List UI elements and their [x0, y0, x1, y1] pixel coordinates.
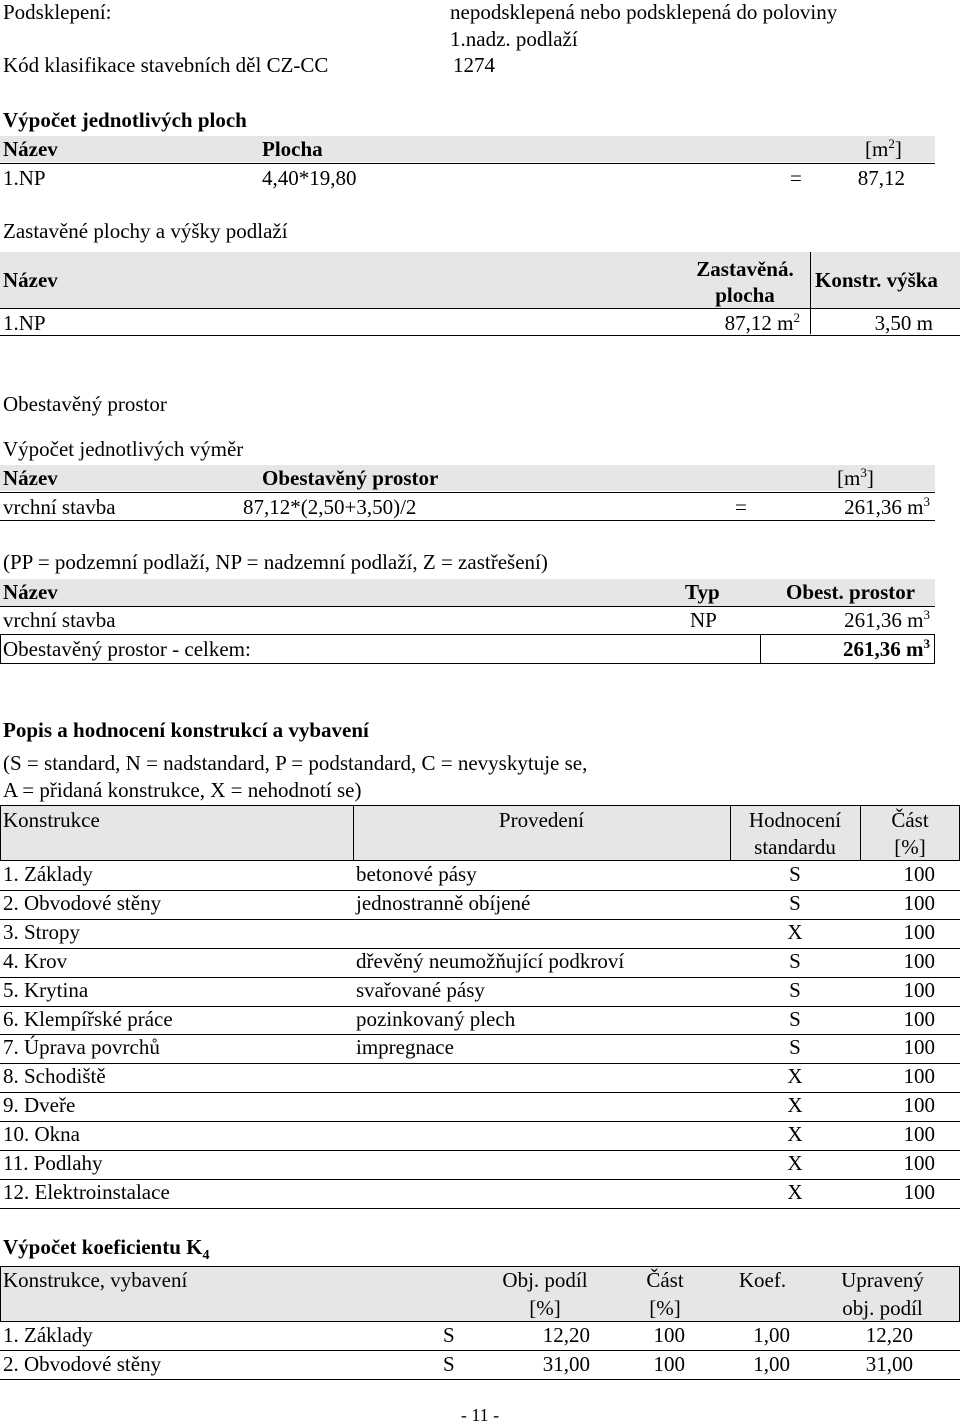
- areas-header-bg: [0, 136, 935, 162]
- table-row-rating: S: [789, 1035, 801, 1059]
- table-row-rating: X: [787, 1151, 803, 1175]
- table-row-construction: 3. Stropy: [3, 920, 81, 944]
- table-row-rating: X: [787, 1180, 803, 1204]
- built-col-area-line2: plocha: [715, 283, 775, 307]
- table-row-rating: X: [787, 1122, 803, 1146]
- summary-total-label: Obestavěný prostor - celkem:: [3, 637, 251, 661]
- k4-row-rating: S: [443, 1352, 455, 1376]
- k4-row-share: 100: [653, 1352, 685, 1376]
- k4-title: Výpočet koeficientu $K_4$: [3, 1235, 210, 1264]
- built-col-name: Název: [3, 268, 58, 292]
- table-row-rating: S: [789, 949, 801, 973]
- divider: [0, 634, 935, 635]
- built-row-name: 1.NP: [3, 311, 46, 335]
- built-row-height: 3,50 m: [874, 311, 933, 335]
- table-row-rating: X: [787, 920, 803, 944]
- divider: [0, 634, 1, 664]
- table-row-construction: 2. Obvodové stěny: [3, 891, 162, 915]
- k4-row-obj: 31,00: [542, 1352, 590, 1376]
- constructions-legend-line1: (S = standard, N = nadstandard, P = podstandard, C = nevyskytuje se,: [3, 751, 588, 775]
- summary-col-type: Typ: [685, 580, 720, 604]
- basement-value-line2: 1.nadz. podlaží: [450, 27, 578, 51]
- table-row-share: 100: [903, 891, 935, 915]
- table-row-share: 100: [903, 920, 935, 944]
- constructions-col-share-line2: [%]: [894, 835, 926, 859]
- table-row-construction: 6. Klempířské práce: [3, 1007, 173, 1031]
- table-row-rating: S: [789, 978, 801, 1002]
- volume-col-volume: Obestavěný prostor: [262, 466, 439, 490]
- table-row-execution: dřevěný neumožňující podkroví: [356, 949, 625, 973]
- table-row-rating: X: [787, 1093, 803, 1117]
- table-row-execution: betonové pásy: [356, 862, 477, 886]
- k4-row-rating: S: [443, 1323, 455, 1347]
- divider: [0, 163, 935, 164]
- divider: [0, 1266, 960, 1267]
- areas-col-area: Plocha: [262, 137, 323, 161]
- table-row-construction: 10. Okna: [3, 1122, 80, 1146]
- table-row-execution: impregnace: [356, 1035, 454, 1059]
- divider: [760, 634, 761, 664]
- constructions-col-rating-line2: standardu: [754, 835, 836, 859]
- areas-col-name: Název: [3, 137, 58, 161]
- volume-col-name: Název: [3, 466, 58, 490]
- table-row-construction: 9. Dveře: [3, 1093, 76, 1117]
- k4-col-adj-line1: Upravený: [841, 1268, 924, 1292]
- k4-row-obj: 12,20: [542, 1323, 590, 1347]
- k4-row-coef: 1,00: [753, 1323, 790, 1347]
- divider: [0, 1379, 960, 1380]
- constructions-legend-line2: A = přidaná konstrukce, X = nehodnotí se): [3, 778, 362, 802]
- table-row-construction: 5. Krytina: [3, 978, 89, 1002]
- areas-row-name: 1.NP: [3, 166, 46, 190]
- volume-row-result: 261,36 $m^3$: [844, 494, 930, 519]
- volume-title: Výpočet jednotlivých výměr: [3, 437, 244, 461]
- table-row-execution: pozinkovaný plech: [356, 1007, 516, 1031]
- constructions-col-share-line1: Část: [891, 808, 929, 832]
- table-row-construction: 12. Elektroinstalace: [3, 1180, 170, 1204]
- divider: [0, 860, 960, 861]
- table-row-share: 100: [903, 1093, 935, 1117]
- constructions-title: Popis a hodnocení konstrukcí a vybavení: [3, 718, 369, 742]
- divider: [934, 634, 935, 664]
- volume-row-formula: 87,12*(2,50+3,50)/2: [243, 495, 417, 519]
- table-row-construction: 11. Podlahy: [3, 1151, 103, 1175]
- k4-col-adj-line2: obj. podíl: [842, 1296, 923, 1320]
- table-row-execution: jednostranně obíjené: [356, 891, 531, 915]
- k4-col-coef: Koef.: [738, 1268, 787, 1292]
- constructions-col-construction: Konstrukce: [3, 808, 100, 832]
- divider: [0, 335, 960, 336]
- table-row-rating: X: [787, 1064, 803, 1088]
- areas-row-result: 87,12: [857, 166, 905, 190]
- divider: [0, 1321, 960, 1322]
- built-row-area: 87,12 $m^2$: [724, 310, 800, 335]
- table-row-construction: 8. Schodiště: [3, 1064, 106, 1088]
- k4-col-share-line2: [%]: [649, 1296, 681, 1320]
- divider: [0, 805, 1, 860]
- divider: [0, 663, 935, 664]
- divider: [0, 1208, 960, 1209]
- k4-row-construction: 1. Základy: [3, 1323, 93, 1347]
- basement-value-line1: nepodsklepená nebo podsklepená do poloviny: [450, 0, 838, 24]
- page-number: - 11 -: [460, 1405, 500, 1425]
- volume-col-unit: $[m^3]$: [837, 465, 874, 490]
- divider: [0, 1350, 960, 1351]
- table-row-share: 100: [903, 862, 935, 886]
- built-col-area-line1: Zastavěná.: [696, 257, 794, 281]
- summary-row-name: vrchní stavba: [3, 608, 116, 632]
- table-row-construction: 1. Základy: [3, 862, 93, 886]
- table-row-share: 100: [903, 949, 935, 973]
- divider: [810, 252, 811, 334]
- volume-header-bg: [0, 465, 935, 491]
- summary-col-volume: Obest. prostor: [786, 580, 916, 604]
- table-row-construction: 7. Úprava povrchů: [3, 1035, 160, 1059]
- areas-col-unit: $[m^2]$: [865, 136, 902, 161]
- k4-row-adj: 31,00: [865, 1352, 913, 1376]
- summary-col-name: Název: [3, 580, 58, 604]
- areas-row-eq: =: [790, 166, 802, 190]
- constructions-col-execution: Provedení: [498, 808, 585, 832]
- table-row-share: 100: [903, 1064, 935, 1088]
- table-row-share: 100: [903, 1122, 935, 1146]
- table-row-execution: svařované pásy: [356, 978, 485, 1002]
- code-label: Kód klasifikace stavebních děl CZ-CC: [3, 53, 329, 77]
- basement-label: Podsklepení:: [3, 0, 112, 24]
- volume-legend: (PP = podzemní podlaží, NP = nadzemní podlaží, Z = zastřešení): [3, 550, 548, 574]
- k4-row-coef: 1,00: [753, 1352, 790, 1376]
- table-row-share: 100: [903, 1007, 935, 1031]
- table-row-rating: S: [789, 1007, 801, 1031]
- k4-col-share-line1: Část: [646, 1268, 684, 1292]
- k4-col-obj-line2: [%]: [529, 1296, 561, 1320]
- k4-col-construction: Konstrukce, vybavení: [3, 1268, 188, 1292]
- k4-row-construction: 2. Obvodové stěny: [3, 1352, 162, 1376]
- built-col-height: Konstr. výška: [815, 268, 938, 292]
- table-row-share: 100: [903, 1180, 935, 1204]
- divider: [0, 606, 935, 607]
- k4-row-adj: 12,20: [865, 1323, 913, 1347]
- k4-row-share: 100: [653, 1323, 685, 1347]
- built-title: Zastavěné plochy a výšky podlaží: [3, 219, 288, 243]
- table-row-rating: S: [789, 891, 801, 915]
- table-row-share: 100: [903, 978, 935, 1002]
- constructions-col-rating-line1: Hodnocení: [748, 808, 842, 832]
- divider: [0, 308, 960, 309]
- table-row-share: 100: [903, 1151, 935, 1175]
- volume-row-name: vrchní stavba: [3, 495, 116, 519]
- divider: [0, 805, 960, 806]
- divider: [0, 492, 935, 493]
- code-value: 1274: [453, 53, 495, 77]
- table-row-share: 100: [903, 1035, 935, 1059]
- volume-row-eq: =: [735, 495, 747, 519]
- summary-row-volume: 261,36 $m^3$: [844, 607, 930, 632]
- areas-row-formula: 4,40*19,80: [262, 166, 357, 190]
- volume-section-title: Obestavěný prostor: [3, 392, 167, 416]
- k4-col-obj-line1: Obj. podíl: [502, 1268, 588, 1292]
- summary-total-value: 261,36 $m^3$: [843, 636, 930, 661]
- summary-row-type: NP: [690, 608, 717, 632]
- table-row-rating: S: [789, 862, 801, 886]
- table-row-construction: 4. Krov: [3, 949, 68, 973]
- divider: [0, 1266, 1, 1321]
- areas-title: Výpočet jednotlivých ploch: [3, 108, 247, 132]
- divider: [0, 520, 935, 521]
